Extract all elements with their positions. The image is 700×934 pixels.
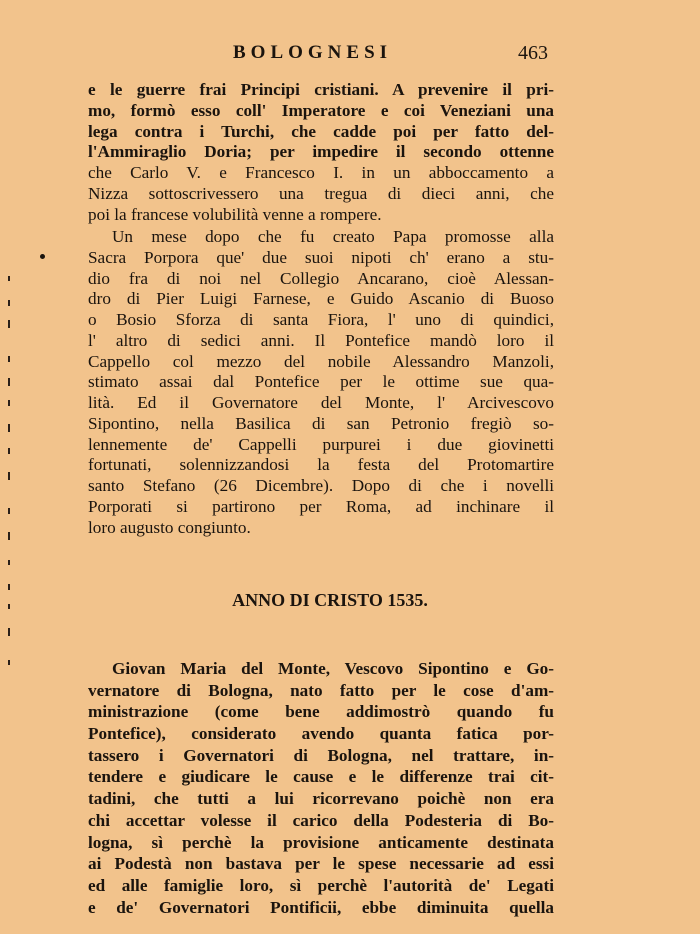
text-line: Sipontino, nella Basilica di san Petronio fregiò so- [88,413,554,433]
margin-mark [8,356,10,362]
running-head: BOLOGNESI [233,42,393,63]
text-line: mo, formò esso coll' Imperatore e coi Veneziani una [88,100,554,120]
text-line: Un mese dopo che fu creato Papa promosse alla [112,227,554,246]
text-line: Sacra Porpora que' due suoi nipoti ch' erano a stu- [88,247,554,267]
text-line: Nizza sottoscrivessero una tregua di dieci anni, che [88,183,554,203]
text-line: Porporati si partirono per Roma, ad inchinare il [88,496,554,516]
text-line: loro augusto congiunto. [88,517,251,537]
margin-mark [8,628,10,636]
text-line: ministrazione (come bene addimostrò quando fu [88,702,554,722]
margin-mark [8,560,10,565]
margin-dot [40,254,45,259]
margin-mark [8,378,10,386]
page-number: 463 [518,42,548,64]
paragraph-governor [88,658,554,918]
margin-mark [8,448,10,454]
margin-mark [8,400,10,406]
margin-mark [8,584,10,590]
text-line: lità. Ed il Governatore del Monte, l' Arcivescovo [88,393,554,412]
text-line: stimato assai dal Pontefice per le ottime sue qua- [88,372,554,392]
paragraph-continuation [88,80,554,225]
text-line: santo Stefano (26 Dicembre). Dopo di che i novelli [88,476,554,495]
text-line: chi accettar volesse il carico della Podesteria di Bo- [88,810,554,830]
text-line: e de' Governatori Pontificii, ebbe diminuita quella [88,897,554,917]
text-line: lennemente de' Cappelli purpurei i due giovinetti [88,434,554,454]
text-line: tendere e giudicare le cause e le differenze trai cit- [88,767,554,787]
margin-mark [8,424,10,432]
text-line: Pontefice), considerato avendo quanta fatica por- [88,724,554,744]
text-line: l' altro di sedici anni. Il Pontefice mandò loro il [88,330,554,350]
text-line: che Carlo V. e Francesco I. in un abboccamento a [88,163,554,182]
text-line: logna, sì perchè la provisione anticamente destinata [88,832,554,852]
paragraph-cardinals [88,227,554,538]
text-line: dro di Pier Luigi Farnese, e Guido Ascanio di Buoso [88,289,554,309]
margin-mark [8,276,10,281]
text-line: o Bosio Sforza di santa Fiora, l' uno di quindici, [88,310,554,329]
margin-mark [8,472,10,480]
text-line: ai Podestà non bastava per le spese necessarie ad essi [88,854,554,874]
text-line: poi la francese volubilità venne a rompere. [88,204,382,224]
text-line: dio fra di noi nel Collegio Ancarano, cioè Alessan- [88,268,554,288]
text-line: tassero i Governatori di Bologna, nel trattare, in- [88,745,554,765]
margin-mark [8,532,10,540]
text-line: vernatore di Bologna, nato fatto per le cose d'am- [88,680,554,700]
margin-mark [8,300,10,306]
text-line: ed alle famiglie loro, sì perchè l'autorità de' Legati [88,875,554,895]
text-line: l'Ammiraglio Doria; per impedire il secondo ottenne [88,142,554,162]
text-line: Giovan Maria del Monte, Vescovo Sipontino e Go- [112,659,554,678]
section-heading: ANNO DI CRISTO 1535. [232,590,428,610]
margin-mark [8,508,10,514]
binding-margin [0,0,40,934]
text-line: fortunati, solennizzandosi la festa del Protomartire [88,455,554,475]
page-header [88,42,548,68]
margin-mark [8,604,10,609]
margin-mark [8,320,10,328]
text-line: Cappello col mezzo del nobile Alessandro Manzoli, [88,351,554,371]
text-line: e le guerre frai Principi cristiani. A prevenire il pri- [88,80,554,99]
margin-mark [8,660,10,665]
text-line: lega contra i Turchi, che cadde poi per fatto del- [88,121,554,141]
text-line: tadini, che tutti a lui ricorrevano poichè non era [88,789,554,809]
